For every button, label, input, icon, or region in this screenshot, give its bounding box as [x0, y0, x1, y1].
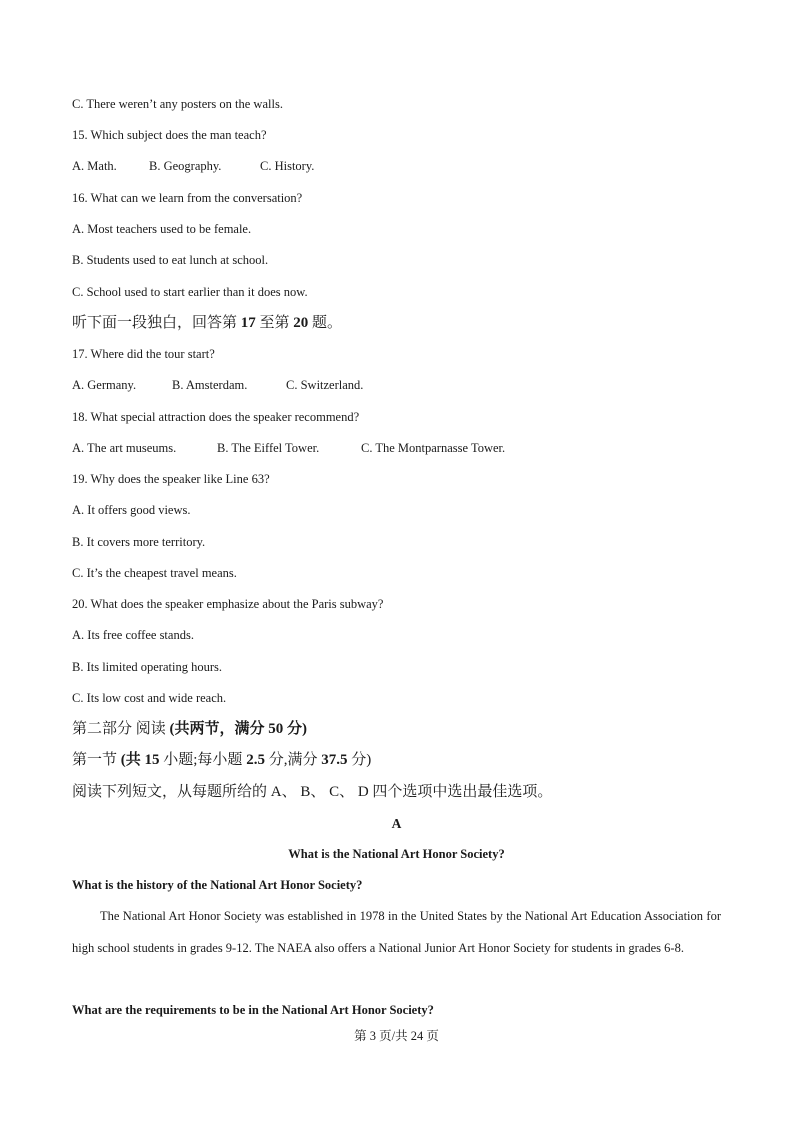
q15-option-b: B. Geography.: [149, 159, 222, 173]
passage-title: What is the National Art Honor Society?: [288, 847, 505, 861]
q16-option-a: A. Most teachers used to be female.: [72, 222, 252, 236]
q19-question: 19. Why does the speaker like Line 63?: [72, 472, 270, 486]
q14-option-c: C. There weren’t any posters on the walls.: [72, 97, 283, 111]
q20-option-c: C. Its low cost and wide reach.: [72, 691, 227, 705]
q15-option-a: A. Math.: [72, 159, 117, 173]
instruction-text: 听下面一段独白，回答第: [72, 315, 241, 331]
heading-text: 第一节: [72, 752, 121, 768]
q16-question: 16. What can we learn from the conversation?: [72, 191, 303, 205]
heading-bold-text: 2.5: [246, 752, 269, 768]
passage-letter: A: [391, 816, 402, 831]
q19-option-a: A. It offers good views.: [72, 503, 191, 517]
heading-bold-text: (共两节，满分 50 分): [169, 721, 308, 737]
q17-option-c: C. Switzerland.: [286, 378, 364, 392]
reading-instruction: 阅读下列短文，从每题所给的 A、 B、 C、 D 四个选项中选出最佳选项。: [72, 784, 553, 800]
q18-option-c: C. The Montparnasse Tower.: [361, 441, 506, 455]
q17-options: [72, 377, 363, 393]
q17-option-b: B. Amsterdam.: [172, 378, 248, 392]
q15-options: [72, 158, 314, 174]
q20-option-a: A. Its free coffee stands.: [72, 628, 194, 642]
instruction-text: 题。: [308, 315, 343, 331]
q17-question: 17. Where did the tour start?: [72, 347, 215, 361]
q16-option-b: B. Students used to eat lunch at school.: [72, 253, 269, 267]
passage-heading-history: What is the history of the National Art Honor Society?: [72, 878, 363, 892]
q15-question: 15. Which subject does the man teach?: [72, 128, 267, 142]
q19-option-b: B. It covers more territory.: [72, 535, 206, 549]
section-one-heading: [72, 751, 371, 769]
q20-option-b: B. Its limited operating hours.: [72, 660, 222, 674]
q19-option-c: C. It’s the cheapest travel means.: [72, 566, 237, 580]
listening-section-instruction: [72, 314, 342, 332]
heading-text: 分,满分: [268, 752, 322, 768]
q17-option-a: A. Germany.: [72, 378, 137, 392]
heading-text: 第二部分 阅读: [72, 721, 170, 737]
instruction-text: 至第: [255, 315, 294, 331]
part-two-heading: [72, 720, 307, 738]
page-footer: 第 3 页/共 24 页: [354, 1029, 439, 1043]
instruction-number: 17: [240, 315, 256, 331]
q16-option-c: C. School used to start earlier than it does now.: [72, 285, 308, 299]
q18-option-b: B. The Eiffel Tower.: [217, 441, 320, 455]
heading-text: 小题;每小题: [163, 752, 247, 768]
q20-question: 20. What does the speaker emphasize about the Paris subway?: [72, 597, 384, 611]
heading-bold-text: 37.5: [321, 752, 352, 768]
q18-options: [72, 440, 505, 456]
heading-text: 分): [351, 752, 372, 768]
instruction-number: 20: [293, 315, 309, 331]
q18-option-a: A. The art museums.: [72, 441, 177, 455]
passage-paragraph: The National Art Honor Society was established in 1978 in the United States by the National Art Education Association for high school students in grades 9-12. The NAEA also offers a National Junior Art Honor Society for students in grades 6-8.: [72, 909, 721, 955]
q15-option-c: C. History.: [260, 159, 315, 173]
q18-question: 18. What special attraction does the speaker recommend?: [72, 410, 360, 424]
heading-bold-text: (共 15: [120, 752, 164, 768]
passage-heading-requirements: What are the requirements to be in the National Art Honor Society?: [72, 1003, 434, 1017]
